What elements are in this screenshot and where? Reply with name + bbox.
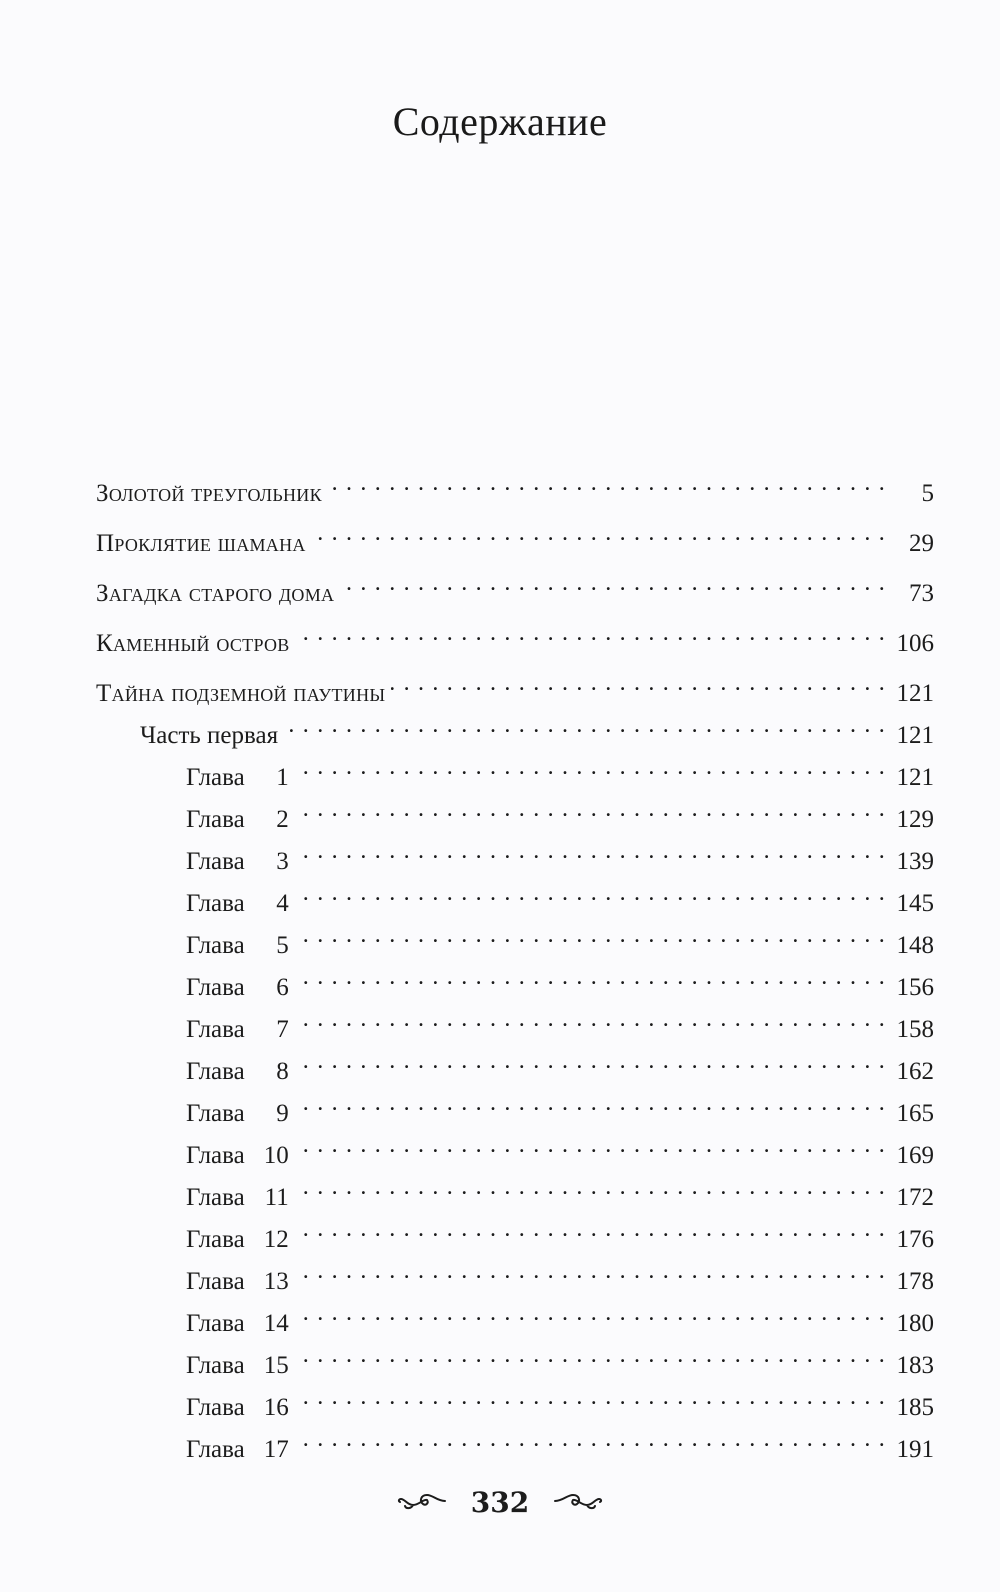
toc-entry-title: Тайна подземной паутины (96, 680, 386, 707)
toc-part-page: 121 (896, 722, 934, 749)
toc-part[interactable] (140, 707, 934, 749)
chapter-word: Глава (186, 1394, 245, 1421)
chapter-page: 162 (896, 1058, 934, 1085)
dot-leader (295, 1085, 886, 1121)
dot-leader (296, 615, 886, 651)
toc-chapter[interactable] (186, 1169, 934, 1211)
toc-chapter[interactable] (186, 917, 934, 959)
dot-leader (340, 565, 886, 601)
dot-leader (391, 665, 886, 701)
toc-entry-page: 73 (909, 580, 934, 607)
chapter-number: 10 (263, 1142, 289, 1169)
chapter-word: Глава (186, 974, 245, 1001)
toc-entry-page: 5 (921, 480, 934, 507)
toc-chapter[interactable] (186, 1295, 934, 1337)
chapter-word: Глава (186, 1310, 245, 1337)
chapter-word: Глава (186, 1352, 245, 1379)
chapter-word: Глава (186, 890, 245, 917)
toc-entry[interactable] (96, 615, 934, 657)
chapter-number: 2 (276, 806, 289, 833)
dot-leader (295, 749, 886, 785)
chapter-page: 185 (896, 1394, 934, 1421)
toc-chapter[interactable] (186, 1001, 934, 1043)
chapter-page: 129 (896, 806, 934, 833)
chapter-word: Глава (186, 764, 245, 791)
toc-entry-title: Каменный остров (96, 630, 290, 657)
page-title: Содержание (392, 99, 608, 144)
dot-leader (295, 833, 886, 869)
dot-leader (295, 1211, 886, 1247)
dot-leader (284, 707, 886, 743)
chapter-page: 176 (896, 1226, 934, 1253)
flourish-right-icon (553, 1486, 603, 1519)
dot-leader (328, 465, 886, 501)
chapter-page: 183 (896, 1352, 934, 1379)
chapter-word: Глава (186, 1184, 245, 1211)
chapter-page: 178 (896, 1268, 934, 1295)
toc-entry[interactable] (96, 515, 934, 557)
toc-chapter[interactable] (186, 1085, 934, 1127)
chapter-page: 180 (896, 1310, 934, 1337)
dot-leader (295, 1001, 886, 1037)
chapter-word: Глава (186, 848, 245, 875)
chapter-word: Глава (186, 1100, 245, 1127)
toc-chapter[interactable] (186, 749, 934, 791)
toc-chapter[interactable] (186, 1127, 934, 1169)
page-footer (0, 1484, 1000, 1519)
toc-entry-page: 29 (909, 530, 934, 557)
dot-leader (295, 1043, 886, 1079)
chapter-page: 172 (896, 1184, 934, 1211)
chapter-number: 14 (263, 1310, 289, 1337)
flourish-left-icon (397, 1486, 447, 1519)
dot-leader (295, 1169, 886, 1205)
toc-chapter[interactable] (186, 833, 934, 875)
toc-chapter[interactable] (186, 791, 934, 833)
chapter-number: 3 (276, 848, 289, 875)
dot-leader (312, 515, 886, 551)
toc-chapter[interactable] (186, 959, 934, 1001)
chapter-page: 121 (896, 764, 934, 791)
chapter-word: Глава (186, 932, 245, 959)
chapter-page: 156 (896, 974, 934, 1001)
chapter-page: 139 (896, 848, 934, 875)
chapter-page: 148 (896, 932, 934, 959)
chapter-page: 145 (896, 890, 934, 917)
chapter-word: Глава (186, 1226, 245, 1253)
dot-leader (295, 875, 886, 911)
chapter-number: 8 (276, 1058, 289, 1085)
toc-entry-title: Проклятие шамана (96, 530, 306, 557)
toc-chapter[interactable] (186, 1421, 934, 1463)
chapter-word: Глава (186, 806, 245, 833)
toc-chapter[interactable] (186, 1337, 934, 1379)
chapter-number: 17 (263, 1436, 289, 1463)
chapter-number: 7 (276, 1016, 289, 1043)
chapter-word: Глава (186, 1016, 245, 1043)
toc-chapter[interactable] (186, 875, 934, 917)
chapter-number: 6 (276, 974, 289, 1001)
dot-leader (295, 1337, 886, 1373)
chapter-word: Глава (186, 1268, 245, 1295)
chapter-number: 4 (276, 890, 289, 917)
chapter-number: 1 (276, 764, 289, 791)
chapter-number: 11 (264, 1184, 289, 1211)
toc-entry-page: 106 (896, 630, 934, 657)
dot-leader (295, 959, 886, 995)
dot-leader (295, 1295, 886, 1331)
dot-leader (295, 917, 886, 953)
chapter-word: Глава (186, 1142, 245, 1169)
chapter-page: 169 (896, 1142, 934, 1169)
chapter-number: 16 (263, 1394, 289, 1421)
dot-leader (295, 1421, 886, 1457)
chapter-page: 191 (896, 1436, 934, 1463)
toc-entry[interactable] (96, 665, 934, 707)
toc-chapter[interactable] (186, 1043, 934, 1085)
dot-leader (295, 1379, 886, 1415)
dot-leader (295, 791, 886, 827)
toc-entry-title: Загадка старого дома (96, 580, 335, 607)
dot-leader (295, 1127, 886, 1163)
chapter-number: 5 (276, 932, 289, 959)
toc-part-title: Часть первая (140, 722, 279, 749)
chapter-word: Глава (186, 1058, 245, 1085)
chapter-number: 15 (263, 1352, 289, 1379)
chapter-number: 13 (263, 1268, 289, 1295)
toc-chapter[interactable] (186, 1253, 934, 1295)
page-number: 332 (470, 1486, 530, 1519)
toc-chapter[interactable] (186, 1379, 934, 1421)
chapter-page: 165 (896, 1100, 934, 1127)
dot-leader (295, 1253, 886, 1289)
chapter-number: 12 (263, 1226, 289, 1253)
chapter-word: Глава (186, 1436, 245, 1463)
toc-entry-title: Золотой треугольник (96, 480, 322, 507)
toc-entry-page: 121 (896, 680, 934, 707)
toc-entry[interactable] (96, 465, 934, 507)
chapter-page: 158 (896, 1016, 934, 1043)
toc-chapter[interactable] (186, 1211, 934, 1253)
chapter-number: 9 (276, 1100, 289, 1127)
toc-entry[interactable] (96, 565, 934, 607)
